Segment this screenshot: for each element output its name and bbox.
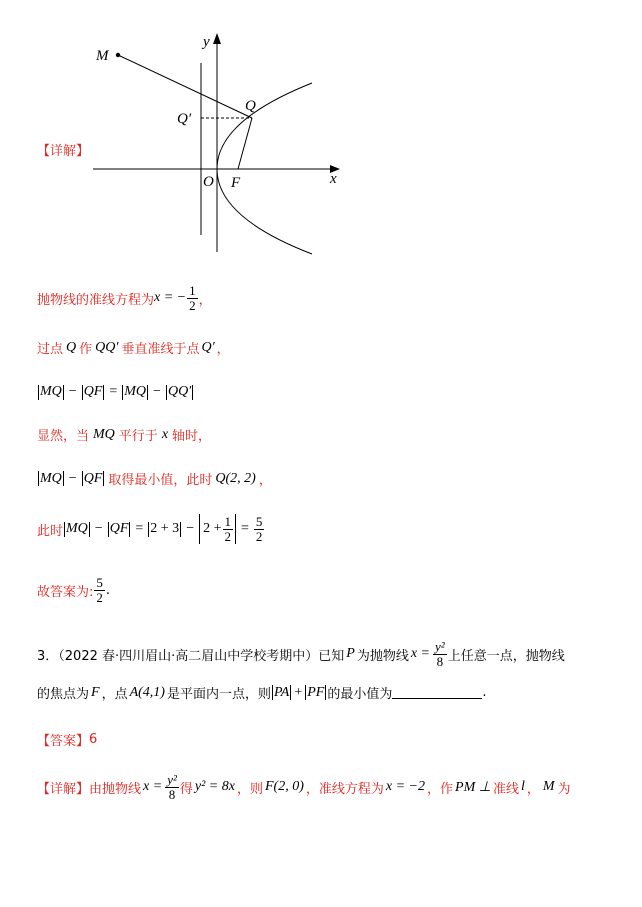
numerator: 1 <box>189 283 196 298</box>
numerator: y² <box>167 772 177 787</box>
segment-MQ <box>118 55 252 118</box>
math: F(2, 0) <box>264 779 304 795</box>
math: + <box>294 684 303 700</box>
fraction <box>94 576 105 604</box>
math: QF <box>83 470 103 486</box>
math: l <box>520 779 525 795</box>
text: 取得最小值，此时 <box>108 473 213 488</box>
text: 轴时， <box>172 429 212 444</box>
text: 显然，当 <box>37 429 90 444</box>
math: A(4,1) <box>129 684 165 700</box>
detail-tag: 【详解】 <box>37 781 90 797</box>
math: QF <box>109 521 129 536</box>
answer-line <box>37 730 97 749</box>
math: PF <box>307 684 325 700</box>
math: − <box>68 384 77 399</box>
answer-tag: 【答案】 <box>37 734 90 749</box>
math: MQ <box>93 426 115 442</box>
perpendicular-step <box>37 338 230 357</box>
label-M: M <box>96 48 109 64</box>
answer-blank <box>392 686 482 699</box>
math: MQ <box>40 384 62 399</box>
minimum-condition <box>37 469 272 488</box>
label-y: y <box>203 34 210 50</box>
denominator: 2 <box>255 528 263 544</box>
text: 垂直准线于点 <box>121 342 200 357</box>
math: = <box>135 521 144 536</box>
math: − <box>94 521 103 536</box>
question-text: 3．（2022 春·四川眉山·高二眉山中学校考期中）已知 <box>37 648 345 664</box>
fraction <box>165 773 179 801</box>
numerator: 5 <box>96 575 103 590</box>
point-M <box>116 53 120 57</box>
math: M <box>542 779 555 795</box>
math: Q(2, 2) <box>215 470 256 486</box>
math: MQ <box>66 521 88 536</box>
text: 为抛物线 <box>356 648 409 664</box>
minimum-value-calculation <box>37 514 265 544</box>
math: P <box>346 646 355 662</box>
text: 准线 <box>492 781 519 797</box>
text: 故答案为: <box>37 584 94 600</box>
denominator: 8 <box>168 786 176 802</box>
math: QQ′ <box>95 339 119 355</box>
math: Q′ <box>201 339 215 355</box>
math: x = −2 <box>385 779 425 795</box>
text: . <box>105 582 111 598</box>
text: 过点 <box>37 342 64 357</box>
text: 抛物线的准线方程为 <box>37 292 155 308</box>
text: 为 <box>557 781 571 797</box>
answer-value: 6 <box>89 732 98 747</box>
text: ，作 <box>427 781 454 797</box>
math: QQ′ <box>167 384 192 399</box>
detail-tag: 【详解】 <box>37 144 90 159</box>
text: . <box>482 685 487 700</box>
math: MQ <box>124 384 147 399</box>
math: − <box>186 521 195 536</box>
fraction <box>433 640 447 668</box>
directrix-equation <box>37 284 212 312</box>
denominator: 8 <box>436 653 444 669</box>
math: QF <box>83 384 103 399</box>
math: PM ⊥ <box>455 779 491 795</box>
text: 得 <box>179 781 193 797</box>
label-x: x <box>330 171 337 187</box>
y-axis-arrow <box>213 33 221 44</box>
numerator: 1 <box>224 513 231 529</box>
text: ， <box>216 342 230 357</box>
text: 的焦点为 <box>37 687 90 702</box>
math: x <box>161 426 169 442</box>
fraction <box>187 284 198 312</box>
denominator: 2 <box>189 297 196 313</box>
math: − <box>153 384 161 399</box>
denominator: 2 <box>96 589 103 605</box>
label-Q: Q <box>245 98 256 114</box>
text: ，则 <box>236 781 263 797</box>
text: 此时 <box>37 523 64 539</box>
segment-QF <box>238 118 252 169</box>
text: 的最小值为 <box>327 687 393 702</box>
math: Q <box>66 339 77 355</box>
question-3-line-2 <box>37 683 486 702</box>
math: x = <box>143 779 163 795</box>
fraction <box>254 515 265 543</box>
math: PA <box>274 684 290 700</box>
math: x = − <box>154 290 187 306</box>
distance-equality <box>37 384 194 400</box>
label-Qprime: Q′ <box>177 111 192 127</box>
final-answer <box>37 576 110 604</box>
text: ，准线方程为 <box>305 781 384 797</box>
text: ， <box>526 781 540 797</box>
fraction <box>223 515 234 543</box>
math: 2 + 3 <box>150 521 180 536</box>
math: x = <box>410 646 431 662</box>
parabola-diagram <box>88 28 348 260</box>
math: = <box>109 384 118 399</box>
numerator: y² <box>435 639 445 654</box>
text: 平行于 <box>118 429 158 444</box>
detail-2-line <box>37 773 571 801</box>
question-3-line-1 <box>37 640 565 668</box>
text: ，点 <box>101 687 128 702</box>
math: MQ <box>40 470 62 486</box>
text: ， <box>198 292 212 308</box>
math: F <box>91 684 100 700</box>
text: ， <box>258 473 272 488</box>
label-O: O <box>203 174 214 190</box>
math: = <box>241 521 249 536</box>
text: 上任意一点，抛物线 <box>447 648 565 664</box>
text: 由抛物线 <box>89 781 142 797</box>
parallel-condition <box>37 425 211 444</box>
numerator: 5 <box>255 513 263 529</box>
text: 是平面内一点，则 <box>166 687 271 702</box>
math: y² = 8x <box>194 779 235 795</box>
math: − <box>68 470 77 486</box>
denominator: 2 <box>224 528 231 544</box>
label-F: F <box>231 175 241 191</box>
math: 2 + <box>203 521 222 536</box>
text: 作 <box>79 342 93 357</box>
